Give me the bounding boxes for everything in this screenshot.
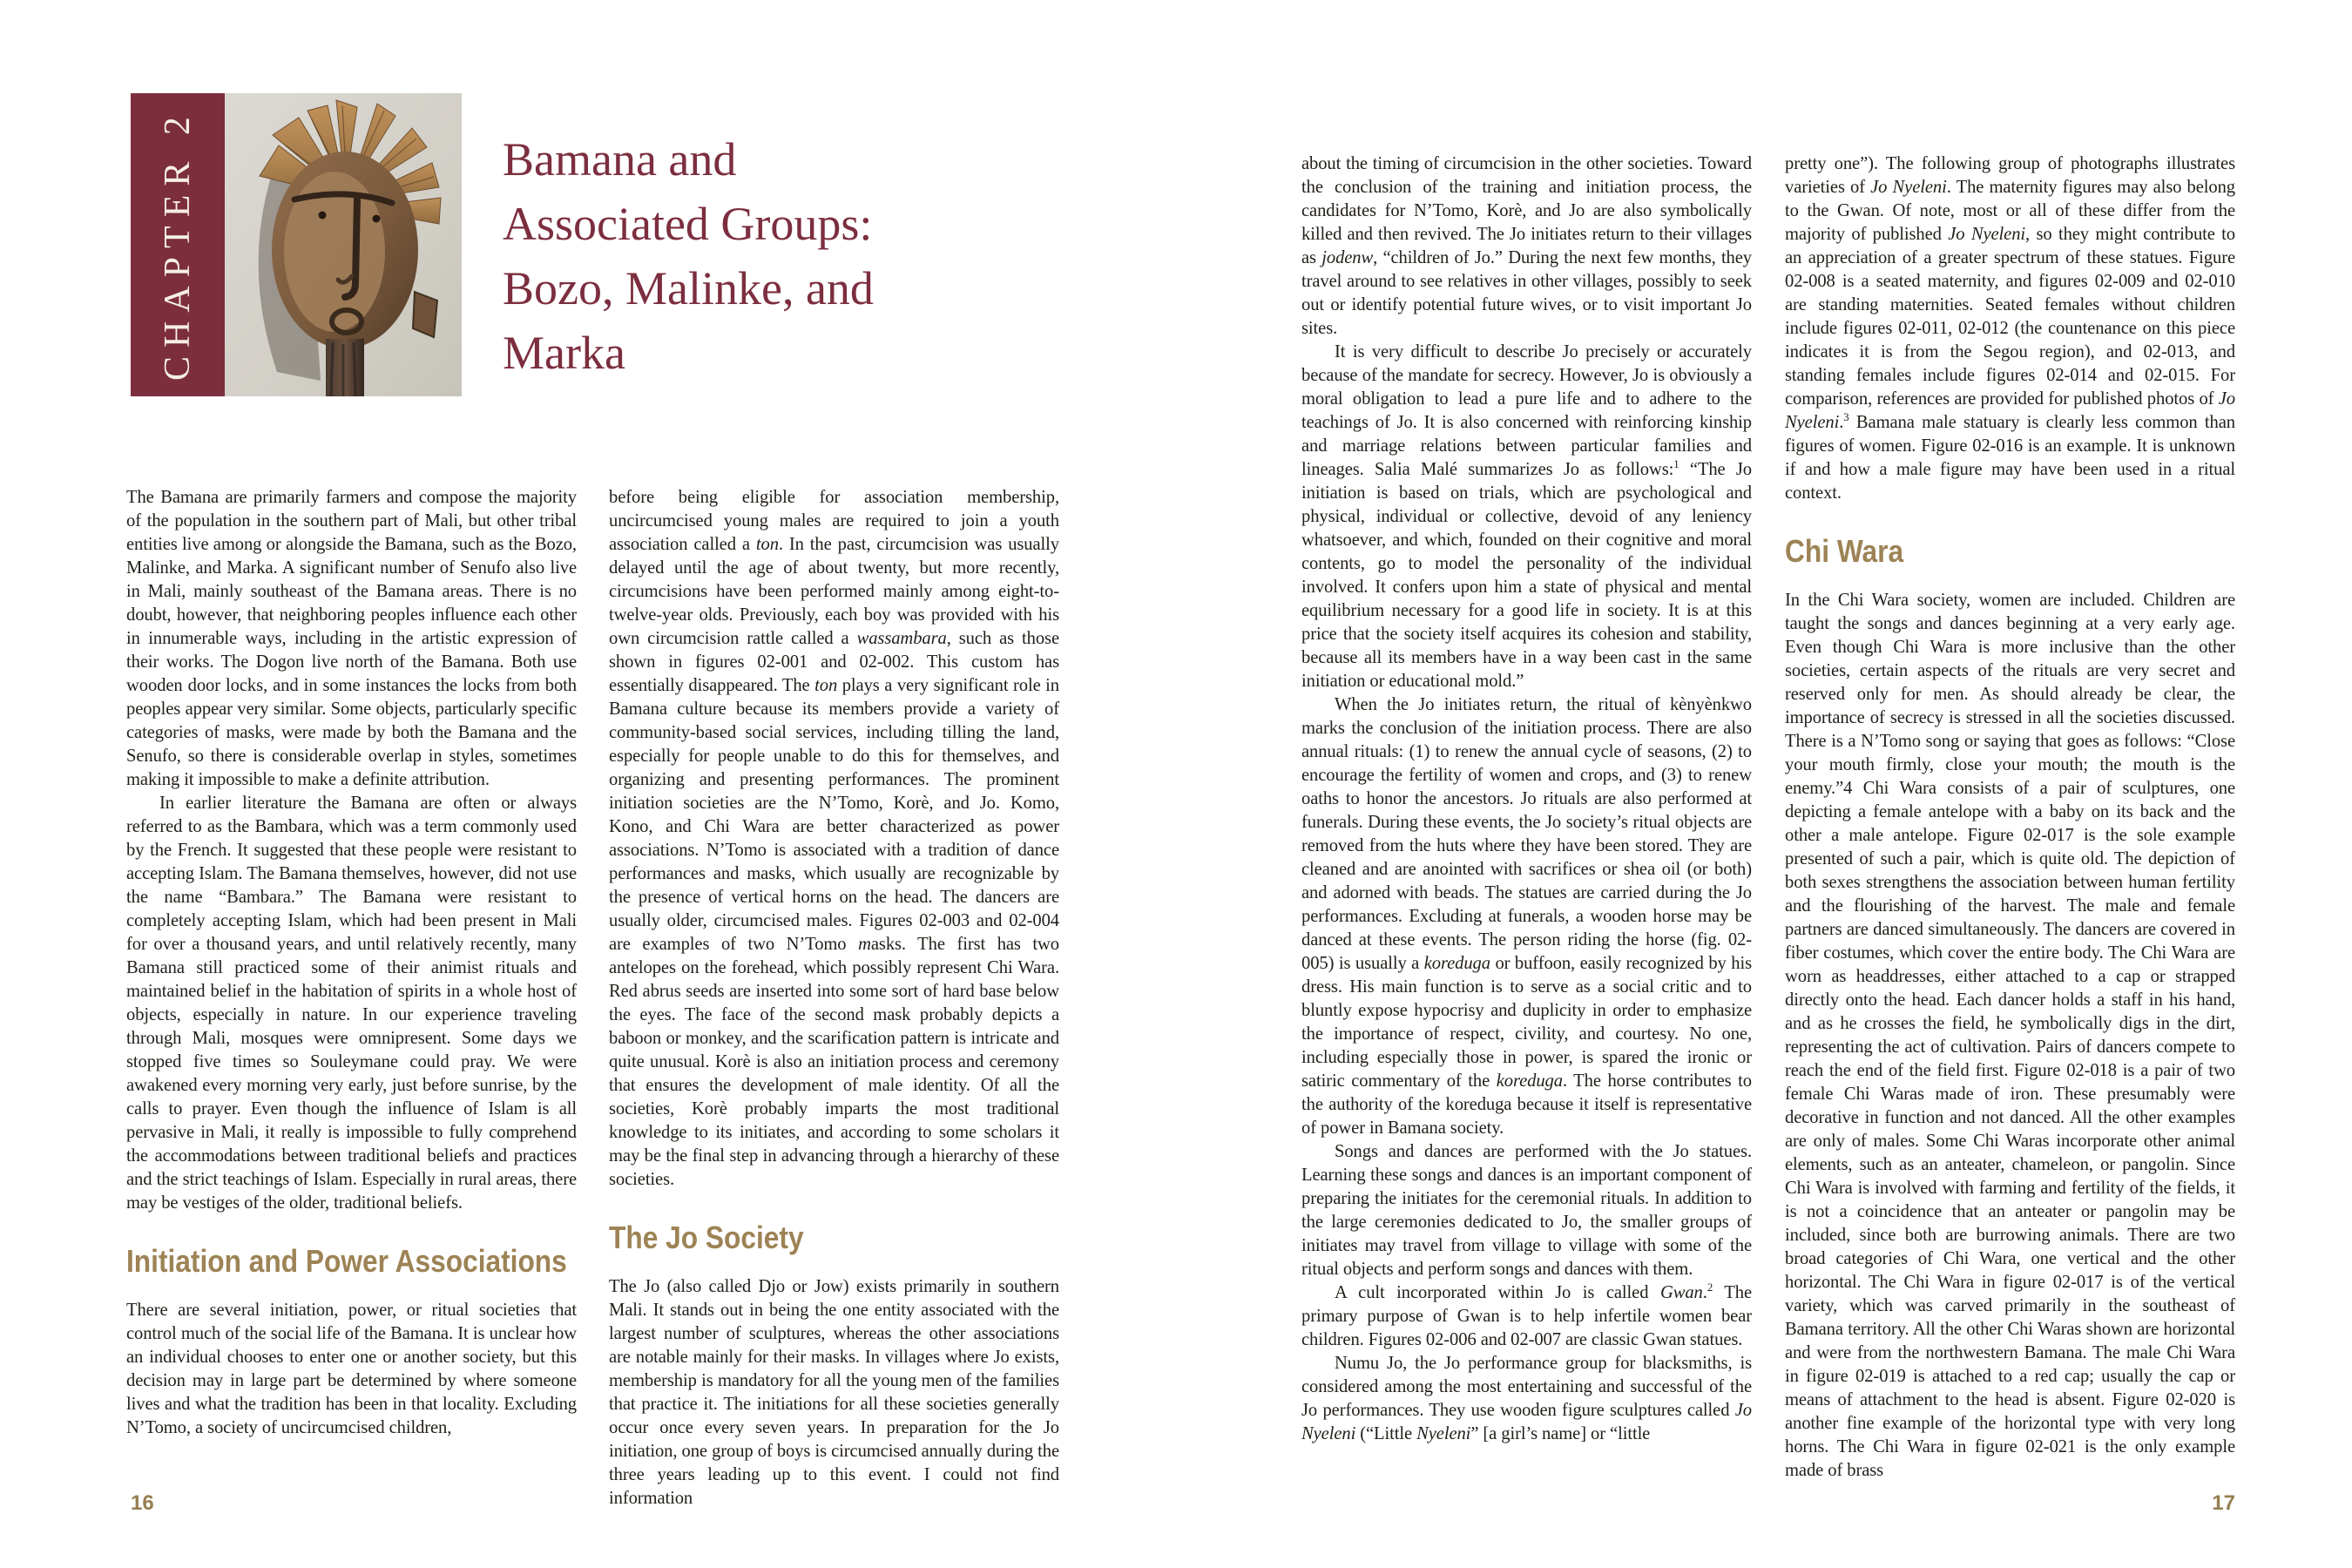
section-heading: Initiation and Power Associations (126, 1243, 567, 1279)
wood-sculpture-photo (225, 93, 462, 396)
section-heading: Chi Wara (1785, 533, 1904, 569)
chapter-title-line: Associated Groups: (503, 198, 873, 250)
page-number-right: 17 (2212, 1491, 2235, 1515)
paragraph: When the Jo initiates return, the ritual of kènyènkwo marks the conclusion of the initiation process. There are also annual rituals: (1) to renew the annual cycle of seasons, (2) to encourage the fertility of women and crops, and (3) to renew oaths to honor the ancestors. Jo rituals are also performed at funerals. During these events, the Jo society’s ritual objects are removed from the huts where they have been stored. They are cleaned and are anointed with sacrifices or shea oil (or both) and adorned with beads. The statues are carried during the Jo performances. Excluding at funerals, a wooden horse may be danced at these events. The person riding the horse (fig. 02-005) is usually a koreduga or buffoon, easily recognized by his dress. His main function is to serve as a social critic and to bluntly expose hypocrisy and duplicity in order to emphasize the importance of respect, civility, and courtesy. No one, including especially those in power, is spared the ironic or satiric commentary of the koreduga. The horse contributes to the authority of the koreduga because it itself is representative of power in Bamana society. (1301, 695, 1752, 1138)
paragraph: A cult incorporated within Jo is called Gwan.$^2$ The primary purpose of Gwan is to help infertile women bear children. Figures 02-006 and 02-007 are classic Gwan statues. (1301, 1281, 1752, 1349)
chapter-title-line: Bozo, Malinke, and (503, 262, 874, 314)
paragraph: Songs and dances are performed with the Jo statues. Learning these songs and dances is an important component of preparing the initiates for the ceremonial rituals. In addition to the large ceremonies dedicated to Jo, the smaller groups of initiates may travel from village to village with some of the ritual objects and perform songs and dances with them. (1301, 1142, 1752, 1279)
paragraph: before being eligible for association membership, uncircumcised young males are required to join a youth association called a ton. In the past, circumcision was usually delayed until the age of about twenty, but more recently, circumcisions have been performed mainly among eight-to-twelve-year olds. Previously, each boy was provided with his own circumcision rattle called a wassambara, such as those shown in figures 02-001 and 02-002. This custom has essentially disappeared. The ton plays a very significant role in Bamana culture because its members provide a variety of community-based social services, including tilling the land, especially for people unable to do this for themselves, and organizing and presenting performances. The prominent initiation societies are the N’Tomo, Korè, and Jo. Komo, Kono, and Chi Wara are better characterized as power associations. N’Tomo is associated with a tradition of dance performances and masks, which usually are recognizable by the presence of vertical horns on the head. The dancers are usually older, circumcised males. Figures 02-003 and 02-004 are examples of two N’Tomo masks. The first has two antelopes on the forehead, which possibly represent Chi Wara. Red abrus seeds are inserted into some sort of hard base below the eyes. The face of the second mask probably depicts a baboon or monkey, and the scarification pattern is intricate and quite unusual. Korè is also an initiation process and ceremony that ensures the development of male identity. Of all the societies, Korè probably imparts the most traditional knowledge to its initiates, and according to some scholars it may be the final step in advancing through a hierarchy of these societies. (609, 488, 1059, 1189)
paragraph: The Bamana are primarily farmers and compose the majority of the population in the southern part of Mali, but other tribal entities live among or alongside the Bamana, such as the Bozo, Malinke, and Marka. A significant number of Senufo also live in Mali, mainly southeast of the Bamana areas. There is no doubt, however, that neighboring peoples influence each other in innumerable ways, including in the artistic expression of their works. The Dogon live north of the Bamana. Both use wooden door locks, and in some instances the locks from both peoples appear very similar. Some objects, particularly specific categories of masks, were made by both the Bamana and the Senufo, so there is considerable overlap in styles, sometimes making it impossible to make a definite attribution. (126, 488, 577, 789)
paragraph: pretty one”). The following group of photographs illustrates varieties of Jo Nyeleni. The maternity figures may also belong to the Gwan. Of note, most or all of these differ from the majority of published Jo Nyeleni, so they might contribute to an appreciation of a greater spectrum of these statues. Figure 02-008 is a seated maternity, and figures 02-009 and 02-010 are standing maternities. Seated females without children include figures 02-011, 02-012 (the countenance on this piece indicates it is from the Segou region), and 02-013, and standing females include figures 02-014 and 02-015. For comparison, references are provided for published photos of Jo Nyeleni.$^3$ Bamana male statuary is clearly less common than figures of women. Figure 02-016 is an example. It is unknown if and how a male figure may have been used in a ritual context. (1785, 154, 2235, 503)
chapter-label: CHAPTER 2 (158, 108, 198, 382)
chapter-title-line: Bamana and (503, 133, 737, 186)
left-page-column-1 (126, 486, 577, 1440)
page-number-left: 16 (131, 1491, 154, 1515)
paragraph: The Jo (also called Djo or Jow) exists primarily in southern Mali. It stands out in being the one entity associated with the largest number of sculptures, whereas the other associations are notable mainly for their masks. In villages where Jo exists, membership is mandatory for all the young men of the families that practice it. The initiations for all these societies generally occur once every seven years. In preparation for the Jo initiation, one group of boys is circumcised annually during the three years leading up to this event. I could not find information (609, 1277, 1059, 1508)
chapter-banner (131, 93, 225, 396)
right-page-column-2 (1785, 152, 2235, 1483)
paragraph: It is very difficult to describe Jo precisely or accurately because of the mandate for secrecy. However, Jo is obviously a moral obligation to lead a pure life and to adhere to the teachings of Jo. It is also concerned with reinforcing kinship and marriage relations between particular families and lineages. Salia Malé summarizes Jo as follows:$^1$ “The Jo initiation is based on trials, which are psychological and physical, individual or collective, devoid of any leniency whatsoever, and which, founded on their cognitive and moral contents, go to model the personality of the individual involved. It confers upon him a state of physical and mental equilibrium necessary for a good life in society. It is at this price that the society itself acquires its cohesion and stability, because all its members have in a way been cast in the same initiation or educational mold.” (1301, 342, 1752, 691)
chapter-photo (225, 93, 462, 396)
paragraph: Numu Jo, the Jo performance group for blacksmiths, is considered among the most entertaining and successful of the Jo performances. They use wooden figure sculptures called Jo Nyeleni (“Little Nyeleni” [a girl’s name] or “little (1301, 1354, 1752, 1443)
paragraph: about the timing of circumcision in the other societies. Toward the conclusion of the training and initiation process, the candidates for N’Tomo, Korè, and Jo are also symbolically killed and then revived. The Jo initiates return to their villages as jodenw, “children of Jo.” During the next few months, they travel around to see relatives in other villages, possibly to seek out or identify potential future wives, or to visit important Jo sites. (1301, 154, 1752, 338)
right-page-column-1 (1301, 152, 1752, 1446)
chapter-title (503, 127, 1095, 385)
paragraph: There are several initiation, power, or ritual societies that control much of the social life of the Bamana. It is unclear how an individual chooses to enter one or another society, but this decision may in large part be determined by where someone lives and what the tradition has been in that locality. Excluding N’Tomo, a society of uncircumcised children, (126, 1301, 577, 1437)
paragraph: In earlier literature the Bamana are often or always referred to as the Bambara, which was a term commonly used by the French. It suggested that these people were resistant to accepting Islam. The Bamana themselves, however, did not use the name “Bambara.” The Bamana were resistant to completely accepting Islam, which had been present in Mali for over a thousand years, and until relatively recently, many Bamana still practiced some of their animist rituals and maintained belief in the habitation of spirits in a whole host of objects, especially in nature. In our experience traveling through Mali, mosques were omnipresent. Some days we stopped five times so Souleymane could pray. We were awakened every morning very early, just before sunrise, by the calls to prayer. Even though the influence of Islam is all pervasive in Mali, it really is impossible to fully comprehend the accommodations between traditional beliefs and practices and the strict teachings of Islam. Especially in rural areas, there may be vestiges of the older, traditional beliefs. (126, 794, 577, 1213)
left-page-column-2 (609, 486, 1059, 1511)
section-heading: The Jo Society (609, 1220, 804, 1255)
chapter-title-line: Marka (503, 327, 625, 379)
paragraph: In the Chi Wara society, women are included. Children are taught the songs and dances beginning at a very early age. Even though Chi Wara is more inclusive than the other societies, certain aspects of the rituals are very secret and reserved only for men. As should already be clear, the importance of secrecy is stressed in all the societies discussed. There is a N’Tomo song or saying that goes as follows: “Close your mouth firmly, close your mouth; the mouth is the enemy.”4 Chi Wara consists of a pair of sculptures, one depicting a female antelope with a baby on its back and the other a male antelope. Figure 02-017 is the sole example presented of such a pair, which is quite old. The depiction of both sexes strengthens the association between human fertility and the flourishing of the harvest. The male and female partners are danced simultaneously. The dancers are covered in fiber costumes, which cover the entire body. The Chi Wara are worn as headdresses, either attached to a cap or strapped directly onto the head. Each dancer holds a staff in his hand, and as he crosses the field, he symbolically digs in the dirt, representing the act of cultivation. Pairs of dancers compete to reach the end of the field first. Figure 02-018 is a pair of two female Chi Waras made of iron. These presumably were decorative in function and not danced. All the other examples are only of males. Some Chi Waras incorporate other animal elements, such as an anteater, chameleon, or pangolin. Since Chi Wara is involved with farming and fertility of the fields, it is not a coincidence that an anteater or pangolin may be included, since both are burrowing animals. There are two broad categories of Chi Wara, one vertical and the other horizontal. The Chi Wara in figure 02-017 is of the vertical variety, which was carved primarily in the southeast of Bamana territory. All the other Chi Waras shown are horizontal and were from the northwestern Bamana. The male Chi Wara in figure 02-019 is attached to a red cap; usually the cap or means of attachment to the head is absent. Figure 02-020 is another fine example of the horizontal type with very long horns. The Chi Wara in figure 02-021 is the only example made of brass (1785, 591, 2235, 1480)
